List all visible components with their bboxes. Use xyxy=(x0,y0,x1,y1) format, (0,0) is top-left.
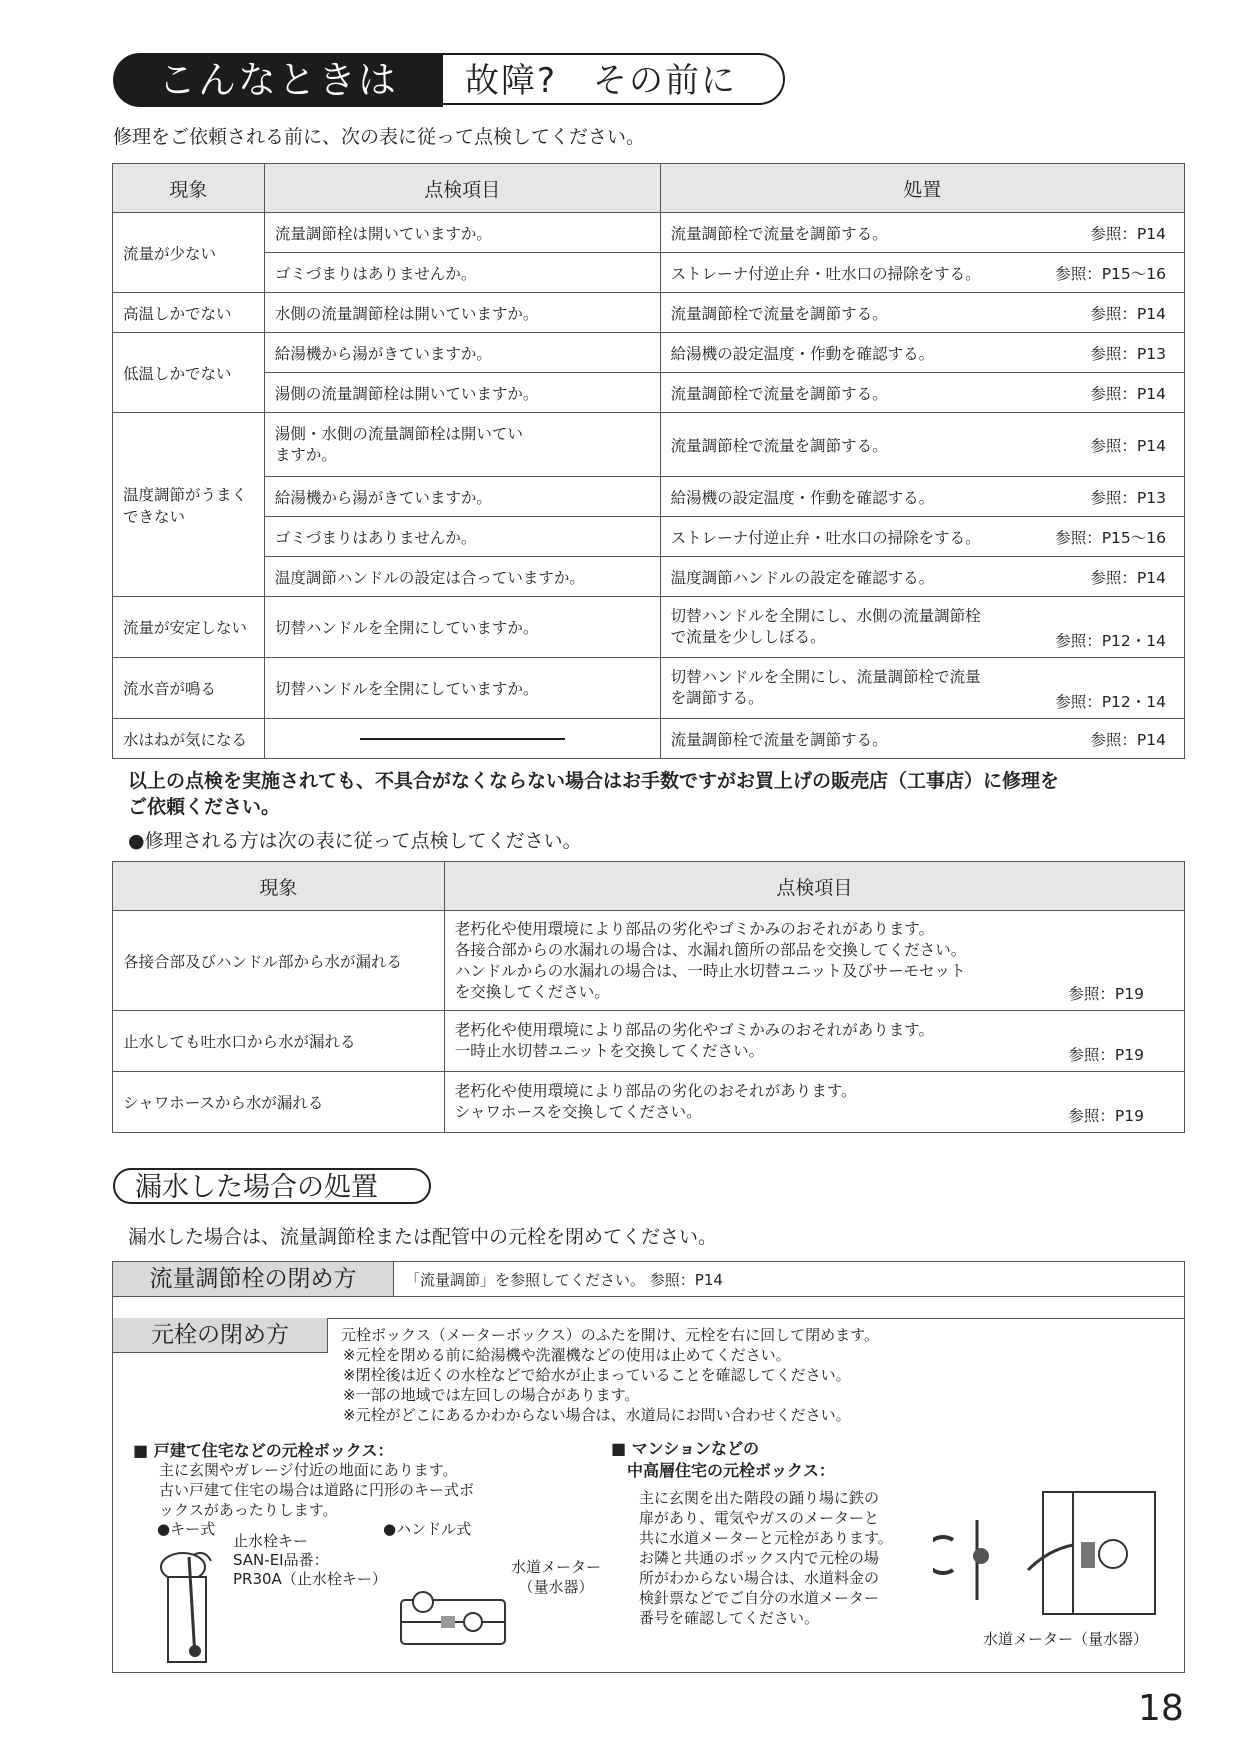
repair-note: 以上の点検を実施されても、不具合がなくならない場合はお手数ですがお買上げの販売店（工事店）に修理を ご依頼ください。 xyxy=(128,770,1060,818)
check-cell: ゴミづまりはありませんか。 xyxy=(264,517,660,557)
page-ref: 参照：P19 xyxy=(1068,1107,1144,1125)
action-text: 流量調節栓で流量を調節する。 xyxy=(670,224,888,243)
symptom-cell: 温度調節がうまく できない xyxy=(113,413,265,597)
main-valve-step: ※閉栓後は近くの水栓などで給水が止まっていることを確認してください。 xyxy=(343,1366,851,1384)
check-text: 老朽化や使用環境により部品の劣化のおそれがあります。 シャワホースを交換してください。 xyxy=(454,1082,857,1121)
repair-table xyxy=(112,861,1185,1133)
check-cell xyxy=(444,911,1184,1011)
main-valve-step: 元栓ボックス（メーターボックス）のふたを開け、元栓を右に回して閉めます。 xyxy=(341,1326,879,1344)
repair-instruction: ●修理される方は次の表に従って点検してください。 xyxy=(128,830,582,852)
table-row xyxy=(113,413,1185,477)
header-action: 処置 xyxy=(660,164,1184,213)
action-text: 切替ハンドルを全開にし、水側の流量調節栓 で流量を少ししぼる。 xyxy=(670,607,981,646)
key-type-label: ●キー式 xyxy=(157,1520,216,1538)
action-text: 流量調節栓で流量を調節する。 xyxy=(670,304,888,323)
header-symptom: 現象 xyxy=(113,164,265,213)
action-text: 給湯機の設定温度・作動を確認する。 xyxy=(670,344,935,363)
action-text: 流量調節栓で流量を調節する。 xyxy=(670,384,888,403)
check-cell: 切替ハンドルを全開にしていますか。 xyxy=(264,597,660,658)
action-text: ストレーナ付逆止弁・吐水口の掃除をする。 xyxy=(670,528,981,547)
table-row xyxy=(113,557,1185,597)
action-text: 温度調節ハンドルの設定を確認する。 xyxy=(670,568,935,587)
main-valve-label: 元栓の閉め方 xyxy=(113,1318,328,1353)
symptom-cell: シャワホースから水が漏れる xyxy=(113,1072,445,1133)
page-ref: 参照：P14 xyxy=(1090,224,1166,243)
action-cell xyxy=(660,517,1184,557)
table-row xyxy=(113,517,1185,557)
table-header-row xyxy=(113,862,1185,911)
meter-label: 水道メーター （量水器） xyxy=(511,1558,602,1596)
valve-close-text: 「流量調節」を参照してください。 参照：P14 xyxy=(405,1271,723,1289)
page-number: 18 xyxy=(1138,1688,1184,1729)
check-text: 老朽化や使用環境により部品の劣化やゴミかみのおそれがあります。 各接合部からの水漏れの場合は、水漏れ箇所の部品を交換してください。 ハンドルからの水漏れの場合は、一時止水切替ユニット及びサーモセット を交換してください。 xyxy=(454,919,967,1001)
page-ref: 参照：P15〜16 xyxy=(1055,528,1166,547)
intro-text: 修理をご依頼される前に、次の表に従って点検してください。 xyxy=(113,126,646,148)
page-ref: 参照：P14 xyxy=(1090,384,1166,403)
house-box-text: 主に玄関やガレージ付近の地面にあります。 古い戸建て住宅の場合は道路に円形のキー式ボ ックスがあったりします。 xyxy=(159,1461,475,1519)
page-ref: 参照：P14 xyxy=(1090,568,1166,587)
action-text: 給湯機の設定温度・作動を確認する。 xyxy=(670,488,935,507)
action-cell xyxy=(660,719,1184,759)
table-row xyxy=(113,373,1185,413)
page-ref: 参照：P19 xyxy=(1068,1046,1144,1064)
main-valve-step: ※元栓がどこにあるかわからない場合は、水道局にお問い合わせください。 xyxy=(343,1406,851,1424)
table-row xyxy=(113,911,1185,1011)
handle-box-illustration xyxy=(393,1572,513,1652)
action-text: 切替ハンドルを全開にし、流量調節栓で流量 を調節する。 xyxy=(670,668,981,707)
mansion-box-text: 主に玄関を出た階段の踊り場に鉄の 扉があり、電気やガスのメーターと 共に水道メーターと元栓があります。 お隣と共通のボックス内で元栓の場 所がわからない場合は、水道料金の 検針票などでご自分の水道メーター 番号を確認してください。 xyxy=(639,1489,893,1627)
page-ref: 参照：P13 xyxy=(1090,344,1166,363)
check-cell: ゴミづまりはありませんか。 xyxy=(264,253,660,293)
check-cell: 切替ハンドルを全開にしていますか。 xyxy=(264,658,660,719)
check-cell xyxy=(444,1011,1184,1072)
check-cell: 湯側の流量調節栓は開いていますか。 xyxy=(264,373,660,413)
page-ref: 参照：P13 xyxy=(1090,488,1166,507)
check-cell: 水側の流量調節栓は開いていますか。 xyxy=(264,293,660,333)
action-text: ストレーナ付逆止弁・吐水口の掃除をする。 xyxy=(670,264,981,283)
action-cell xyxy=(660,213,1184,253)
symptom-cell: 流水音が鳴る xyxy=(113,658,265,719)
action-cell xyxy=(660,413,1184,477)
table-row xyxy=(113,658,1185,719)
action-cell xyxy=(660,293,1184,333)
page-ref: 参照：P14 xyxy=(1090,436,1166,455)
table-row xyxy=(113,213,1185,253)
action-cell xyxy=(660,253,1184,293)
table-row xyxy=(113,253,1185,293)
check-cell: 給湯機から湯がきていますか。 xyxy=(264,477,660,517)
action-cell xyxy=(660,597,1184,658)
main-valve-step: ※一部の地域では左回しの場合があります。 xyxy=(343,1386,640,1404)
action-cell xyxy=(660,373,1184,413)
check-text: 老朽化や使用環境により部品の劣化やゴミかみのおそれがあります。 一時止水切替ユニットを交換してください。 xyxy=(454,1021,934,1060)
action-text: 流量調節栓で流量を調節する。 xyxy=(670,730,888,749)
leak-intro: 漏水した場合は、流量調節栓または配管中の元栓を閉めてください。 xyxy=(128,1226,718,1248)
action-cell xyxy=(660,477,1184,517)
symptom-cell: 流量が少ない xyxy=(113,213,265,293)
key-box-illustration xyxy=(153,1547,233,1667)
table-row xyxy=(113,1011,1185,1072)
check-cell: 給湯機から湯がきていますか。 xyxy=(264,333,660,373)
symptom-cell: 高温しかでない xyxy=(113,293,265,333)
page-ref: 参照：P14 xyxy=(1090,304,1166,323)
valve-close-label: 流量調節栓の閉め方 xyxy=(113,1262,394,1297)
not-applicable-line xyxy=(360,738,565,740)
header-check: 点検項目 xyxy=(264,164,660,213)
table-row xyxy=(113,597,1185,658)
check-cell: 流量調節栓は開いていますか。 xyxy=(264,213,660,253)
symptom-cell: 低温しかでない xyxy=(113,333,265,413)
table-header-row xyxy=(113,164,1185,213)
mansion-meter-label: 水道メーター（量水器） xyxy=(983,1630,1149,1648)
symptom-cell: 流量が安定しない xyxy=(113,597,265,658)
shutoff-box xyxy=(112,1261,1185,1673)
header-symptom: 現象 xyxy=(113,862,445,911)
symptom-cell: 止水しても吐水口から水が漏れる xyxy=(113,1011,445,1072)
handle-type-label: ●ハンドル式 xyxy=(383,1520,472,1538)
mansion-box-title: ■ マンションなどの 中高層住宅の元栓ボックス： xyxy=(611,1439,835,1480)
symptom-cell: 各接合部及びハンドル部から水が漏れる xyxy=(113,911,445,1011)
action-cell xyxy=(660,658,1184,719)
page-ref: 参照：P14 xyxy=(1090,730,1166,749)
main-valve-step: ※元栓を閉める前に給湯機や洗濯機などの使用は止めてください。 xyxy=(343,1346,791,1364)
page-ref: 参照：P12・14 xyxy=(1055,632,1166,650)
action-cell xyxy=(660,333,1184,373)
leak-section-title: 漏水した場合の処置 xyxy=(113,1168,431,1204)
header-check: 点検項目 xyxy=(444,862,1184,911)
check-cell: 温度調節ハンドルの設定は合っていますか。 xyxy=(264,557,660,597)
table-row xyxy=(113,1072,1185,1133)
page-ref: 参照：P15〜16 xyxy=(1055,264,1166,283)
table-row xyxy=(113,333,1185,373)
mansion-meter-illustration xyxy=(933,1490,1163,1620)
check-cell xyxy=(264,719,660,759)
action-cell xyxy=(660,557,1184,597)
main-valve-steps xyxy=(341,1325,879,1425)
symptom-cell: 水はねが気になる xyxy=(113,719,265,759)
separator xyxy=(113,1296,1184,1319)
troubleshoot-table xyxy=(112,163,1185,759)
key-label: 止水栓キー SAN-EI品番： PR30A（止水栓キー） xyxy=(233,1532,387,1588)
page-ref: 参照：P19 xyxy=(1068,985,1144,1003)
house-box-title: ■ 戸建て住宅などの元栓ボックス： xyxy=(133,1441,394,1460)
title-banner: こんなときは xyxy=(113,53,443,107)
check-cell xyxy=(444,1072,1184,1133)
check-cell: 湯側・水側の流量調節栓は開いてい ますか。 xyxy=(264,413,660,477)
action-text: 流量調節栓で流量を調節する。 xyxy=(670,436,888,455)
page-ref: 参照：P12・14 xyxy=(1055,693,1166,711)
table-row xyxy=(113,477,1185,517)
subtitle-banner: 故障? その前に xyxy=(443,53,785,105)
table-row xyxy=(113,293,1185,333)
table-row xyxy=(113,719,1185,759)
